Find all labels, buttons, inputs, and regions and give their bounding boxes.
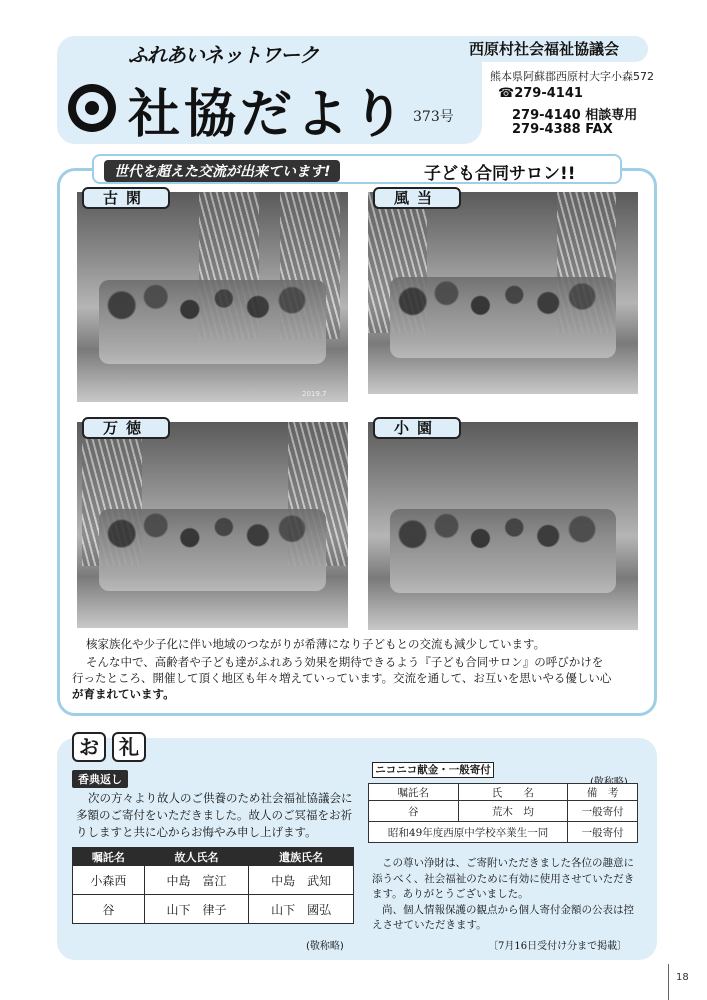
photo-kazeate xyxy=(368,192,638,394)
kenkin-paragraph-1: この尊い浄財は、ご寄附いただきました各位の趣意に添うべく、社会福祉のために有効に使用させていただきます。ありがとうございました。 xyxy=(372,857,635,900)
kenkin-text xyxy=(372,856,642,934)
kenkin-table xyxy=(368,783,638,843)
table-header: 氏 名 xyxy=(458,784,568,801)
table-cell: 小森西 xyxy=(73,866,145,895)
table-header: 嘱託名 xyxy=(369,784,459,801)
thanks-heading-char: お xyxy=(72,732,106,762)
table-header: 嘱託名 xyxy=(73,848,145,866)
photo-kozono xyxy=(368,422,638,630)
photo-label-koga: 古閑 xyxy=(82,187,170,209)
table-cell: 谷 xyxy=(73,895,145,924)
council-logo-icon xyxy=(68,84,116,132)
table-cell: 谷 xyxy=(369,801,459,822)
issue-number: 373号 xyxy=(413,109,454,125)
table-row xyxy=(73,866,354,895)
page-divider xyxy=(668,964,669,1000)
kenkin-tag: ニコニコ献金・一般寄付 xyxy=(372,762,494,778)
fax-number: 279-4388 FAX xyxy=(512,122,613,137)
thanks-heading-char: 礼 xyxy=(112,732,146,762)
table-header: 故人氏名 xyxy=(144,848,249,866)
table-cell: 山下 律子 xyxy=(144,895,249,924)
organization-address: 熊本県阿蘇郡西原村大字小森572 xyxy=(490,70,654,83)
table-cell: 山下 國弘 xyxy=(249,895,354,924)
kenkin-paragraph-2: 尚、個人情報保護の観点から個人寄付金額の公表は控えさせていただきます。 xyxy=(372,903,634,931)
photo-label-kozono: 小園 xyxy=(373,417,461,439)
table-row xyxy=(73,895,354,924)
masthead-tagline: ふれあいネットワーク xyxy=(128,43,318,67)
feature-paragraph-2-line-3: が育まれています。 xyxy=(72,687,175,701)
table-cell: 中島 武知 xyxy=(249,866,354,895)
feature-paragraph-2-line-2: 行ったところ、開催して頂く地区も年々増えていっています。交流を通して、お互いを思いやる優しい心 xyxy=(72,671,612,685)
phone-consultation: 279-4140 相談専用 xyxy=(512,108,638,123)
feature-paragraph-2-line-1: そんな中で、高齢者や子ども達がふれあう効果を期待できるよう『子ども合同サロン』の呼びかけを xyxy=(86,655,604,669)
table-row xyxy=(369,801,638,822)
newsletter-title: 社協だより xyxy=(128,84,409,145)
thanks-heading xyxy=(72,732,146,762)
feature-banner-subtitle: 世代を超えた交流が出来ています! xyxy=(104,160,340,182)
kouden-tag: 香典返し xyxy=(72,770,128,788)
feature-banner xyxy=(92,154,622,184)
page-number: 18 xyxy=(676,972,689,983)
photo-date-stamp: 2019.7 xyxy=(302,390,327,398)
table-row xyxy=(369,822,638,843)
kenkin-date-note: 〔7月16日受付け分まで掲載〕 xyxy=(488,941,628,952)
kouden-table xyxy=(72,847,354,924)
photo-koga xyxy=(77,192,348,402)
table-cell: 一般寄付 xyxy=(568,822,638,843)
table-cell: 昭和49年度西原中学校卒業生一同 xyxy=(369,822,568,843)
table-header: 遺族氏名 xyxy=(249,848,354,866)
photo-mantoku xyxy=(77,422,348,628)
kouden-honorific-note: (敬称略) xyxy=(306,941,344,952)
photo-label-mantoku: 万徳 xyxy=(82,417,170,439)
table-cell: 荒木 均 xyxy=(458,801,568,822)
photo-label-kazeate: 風当 xyxy=(373,187,461,209)
feature-banner-title: 子ども合同サロン!! xyxy=(424,164,576,184)
table-cell: 一般寄付 xyxy=(568,801,638,822)
phone-main: ☎279-4141 xyxy=(498,86,583,101)
table-cell: 中島 富江 xyxy=(144,866,249,895)
organization-name: 西原村社会福祉協議会 xyxy=(440,36,648,62)
kouden-text: 次の方々より故人のご供養のため社会福祉協議会に多額のご寄付をいただきました。故人のご冥福をお祈りしますと共に心からお悔やみ申し上げます。 xyxy=(76,791,353,839)
table-header: 備 考 xyxy=(568,784,638,801)
feature-paragraph-1: 核家族化や少子化に伴い地域のつながりが希薄になり子どもとの交流も減少しています。 xyxy=(86,637,546,651)
